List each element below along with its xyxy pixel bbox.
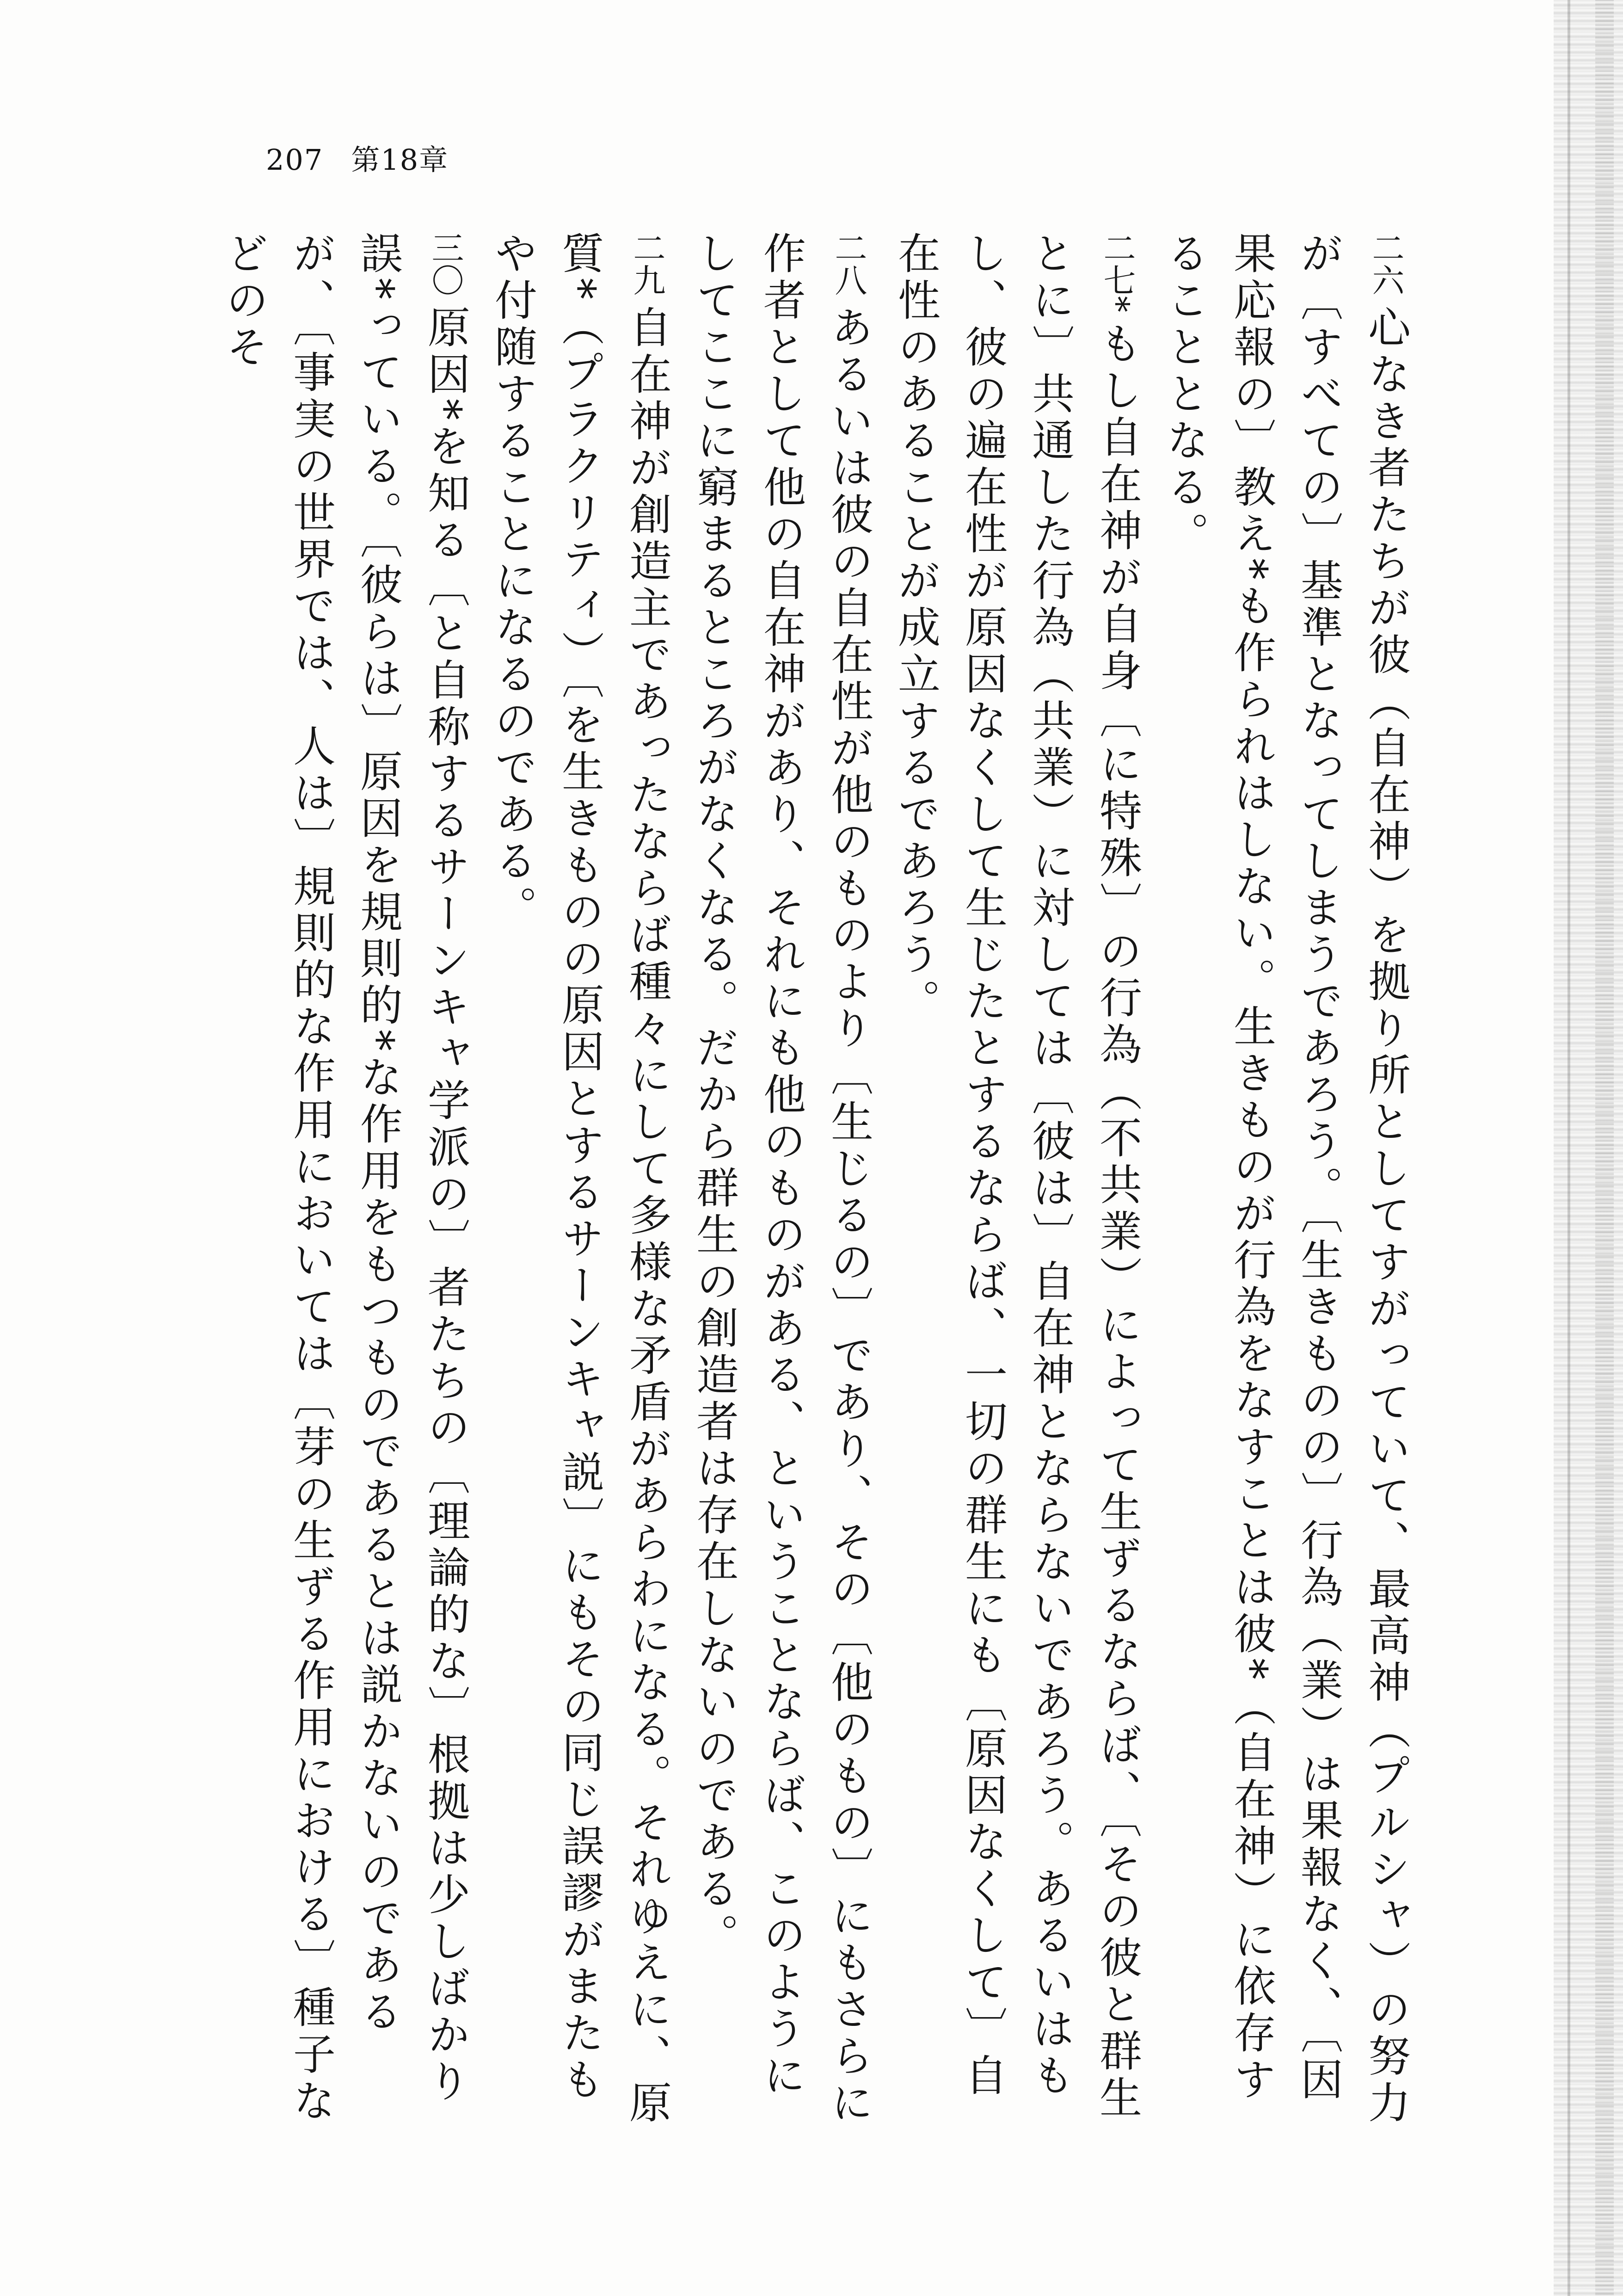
verse-27 [882,231,1151,2128]
verse-text: 原因*を知る〔と自称するサーンキャ学派の〕者たちの〔理論的な〕根拠は少しばかり誤*っている。〔彼らは〕原因を規則的*な作用をもつものであるとは説かないのであるが、〔事実の世界では、人は〕規則的な作用においては〔芽の生ずる作用における〕種子などのそ [219,231,470,2125]
page-number: 207 [266,143,324,177]
scan-edge-shadow [1554,0,1623,2296]
verse-number: 二八 [830,231,867,296]
verse-26 [1151,231,1420,2128]
verse-text: もし自在神が自身〔に特殊〕の行為（不共業）によって生ずるならば、〔その彼と群生とに〕共通した行為（共業）に対しては〔彼は〕自在神とならないであろう。あるいはもし、彼の遍在性が原因なくして生じたとするならば、一切の群生にも〔原因なくして〕自在性のあることが成立するであろう。 [891,231,1142,2122]
vertical-body-text [217,231,1420,2128]
verse-text: 心なき者たちが彼（自在神）を拠り所としてすがっていて、最高神（プルシャ）の努力が〔すべての〕基準となってしまうであろう。〔生きものの〕行為（業）は果報なく、〔因果応報の〕教え*も作られはしない。生きものが行為をなすことは彼*（自在神）に依存することとなる。 [1160,231,1411,2127]
verse-number: 二六 [1367,231,1405,296]
chapter-title: 第18章 [351,143,449,177]
verse-28 [681,231,882,2128]
verse-text: あるいは彼の自在性が他のものより〔生じるの〕であり、その〔他のもの〕にもさらに作者として他の自在神があり、それにも他のものがある、ということならば、このようにしてここに窮まるところがなくなる。だから群生の創造者は存在しないのである。 [689,231,873,2127]
verse-30 [217,231,479,2128]
verse-text: 自在神が創造主であったならば種々にして多様な矛盾があらわになる。それゆえに、原質*（プラクリティ）〔を生きものの原因とするサーンキャ説〕にもその同じ誤謬がまたもや付随することになるのである。 [488,231,672,2127]
verse-number: 二九 [628,231,666,296]
verse-number: 三〇 [426,231,464,296]
running-header [266,137,449,178]
verse-29 [479,231,681,2128]
verse-number: 二七* [1098,231,1136,312]
